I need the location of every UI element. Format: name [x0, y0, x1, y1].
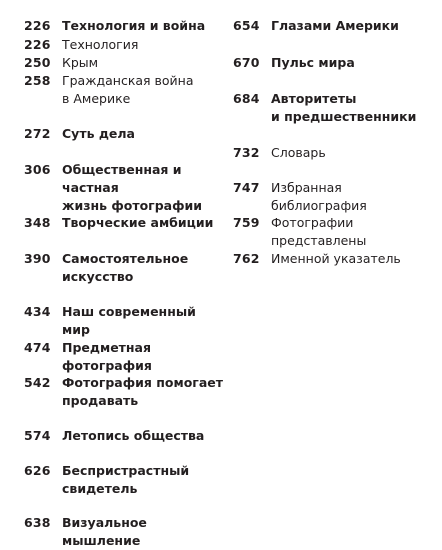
- page-number: 390: [24, 251, 51, 266]
- section-title: Беспристрастный свидетель: [62, 463, 190, 496]
- section-title: Творческие амбиции: [62, 215, 214, 230]
- section-title: Суть дела: [62, 126, 135, 141]
- section-title: Предметная фотография: [62, 340, 152, 373]
- page-number: 226: [24, 37, 51, 52]
- subsection-title: Технология: [62, 37, 139, 52]
- subsection-title: Крым: [62, 55, 99, 70]
- page-number: 258: [24, 73, 51, 88]
- back-matter-title: Избранная библиография: [271, 180, 367, 213]
- page-number: 434: [24, 304, 51, 319]
- page-number: 759: [233, 215, 260, 230]
- page-number: 250: [24, 55, 51, 70]
- back-matter-title: Фотографии представлены: [271, 215, 367, 248]
- section-title: Самостоятельное искусство: [62, 251, 189, 284]
- section-title: Фотография помогает продавать: [62, 375, 223, 408]
- page-number: 626: [24, 463, 51, 478]
- section-title: Пульс мира: [271, 55, 355, 70]
- section-title: Технология и война: [62, 18, 206, 33]
- section-title: Глазами Америки: [271, 18, 399, 33]
- page-number: 272: [24, 126, 51, 141]
- page-number: 306: [24, 162, 51, 177]
- back-matter-title: Словарь: [271, 145, 326, 160]
- section-title: Общественная и частная жизнь фотографии: [62, 162, 203, 213]
- page-number: 684: [233, 91, 260, 106]
- page-number: 762: [233, 251, 260, 266]
- page-number: 638: [24, 515, 51, 530]
- page-number: 732: [233, 145, 260, 160]
- subsection-title: Гражданская война в Америке: [62, 73, 194, 106]
- page-number: 670: [233, 55, 260, 70]
- page-number: 474: [24, 340, 51, 355]
- section-title: Летопись общества: [62, 428, 205, 443]
- section-title: Наш современный мир: [62, 304, 196, 337]
- section-title: Авторитеты и предшественники: [271, 91, 417, 124]
- page-number: 747: [233, 180, 260, 195]
- back-matter-title: Именной указатель: [271, 251, 401, 266]
- section-title: Визуальное мышление: [62, 515, 147, 548]
- page-number: 574: [24, 428, 51, 443]
- page-number: 654: [233, 18, 260, 33]
- page-number: 542: [24, 375, 51, 390]
- page-number: 226: [24, 18, 51, 33]
- page-number: 348: [24, 215, 51, 230]
